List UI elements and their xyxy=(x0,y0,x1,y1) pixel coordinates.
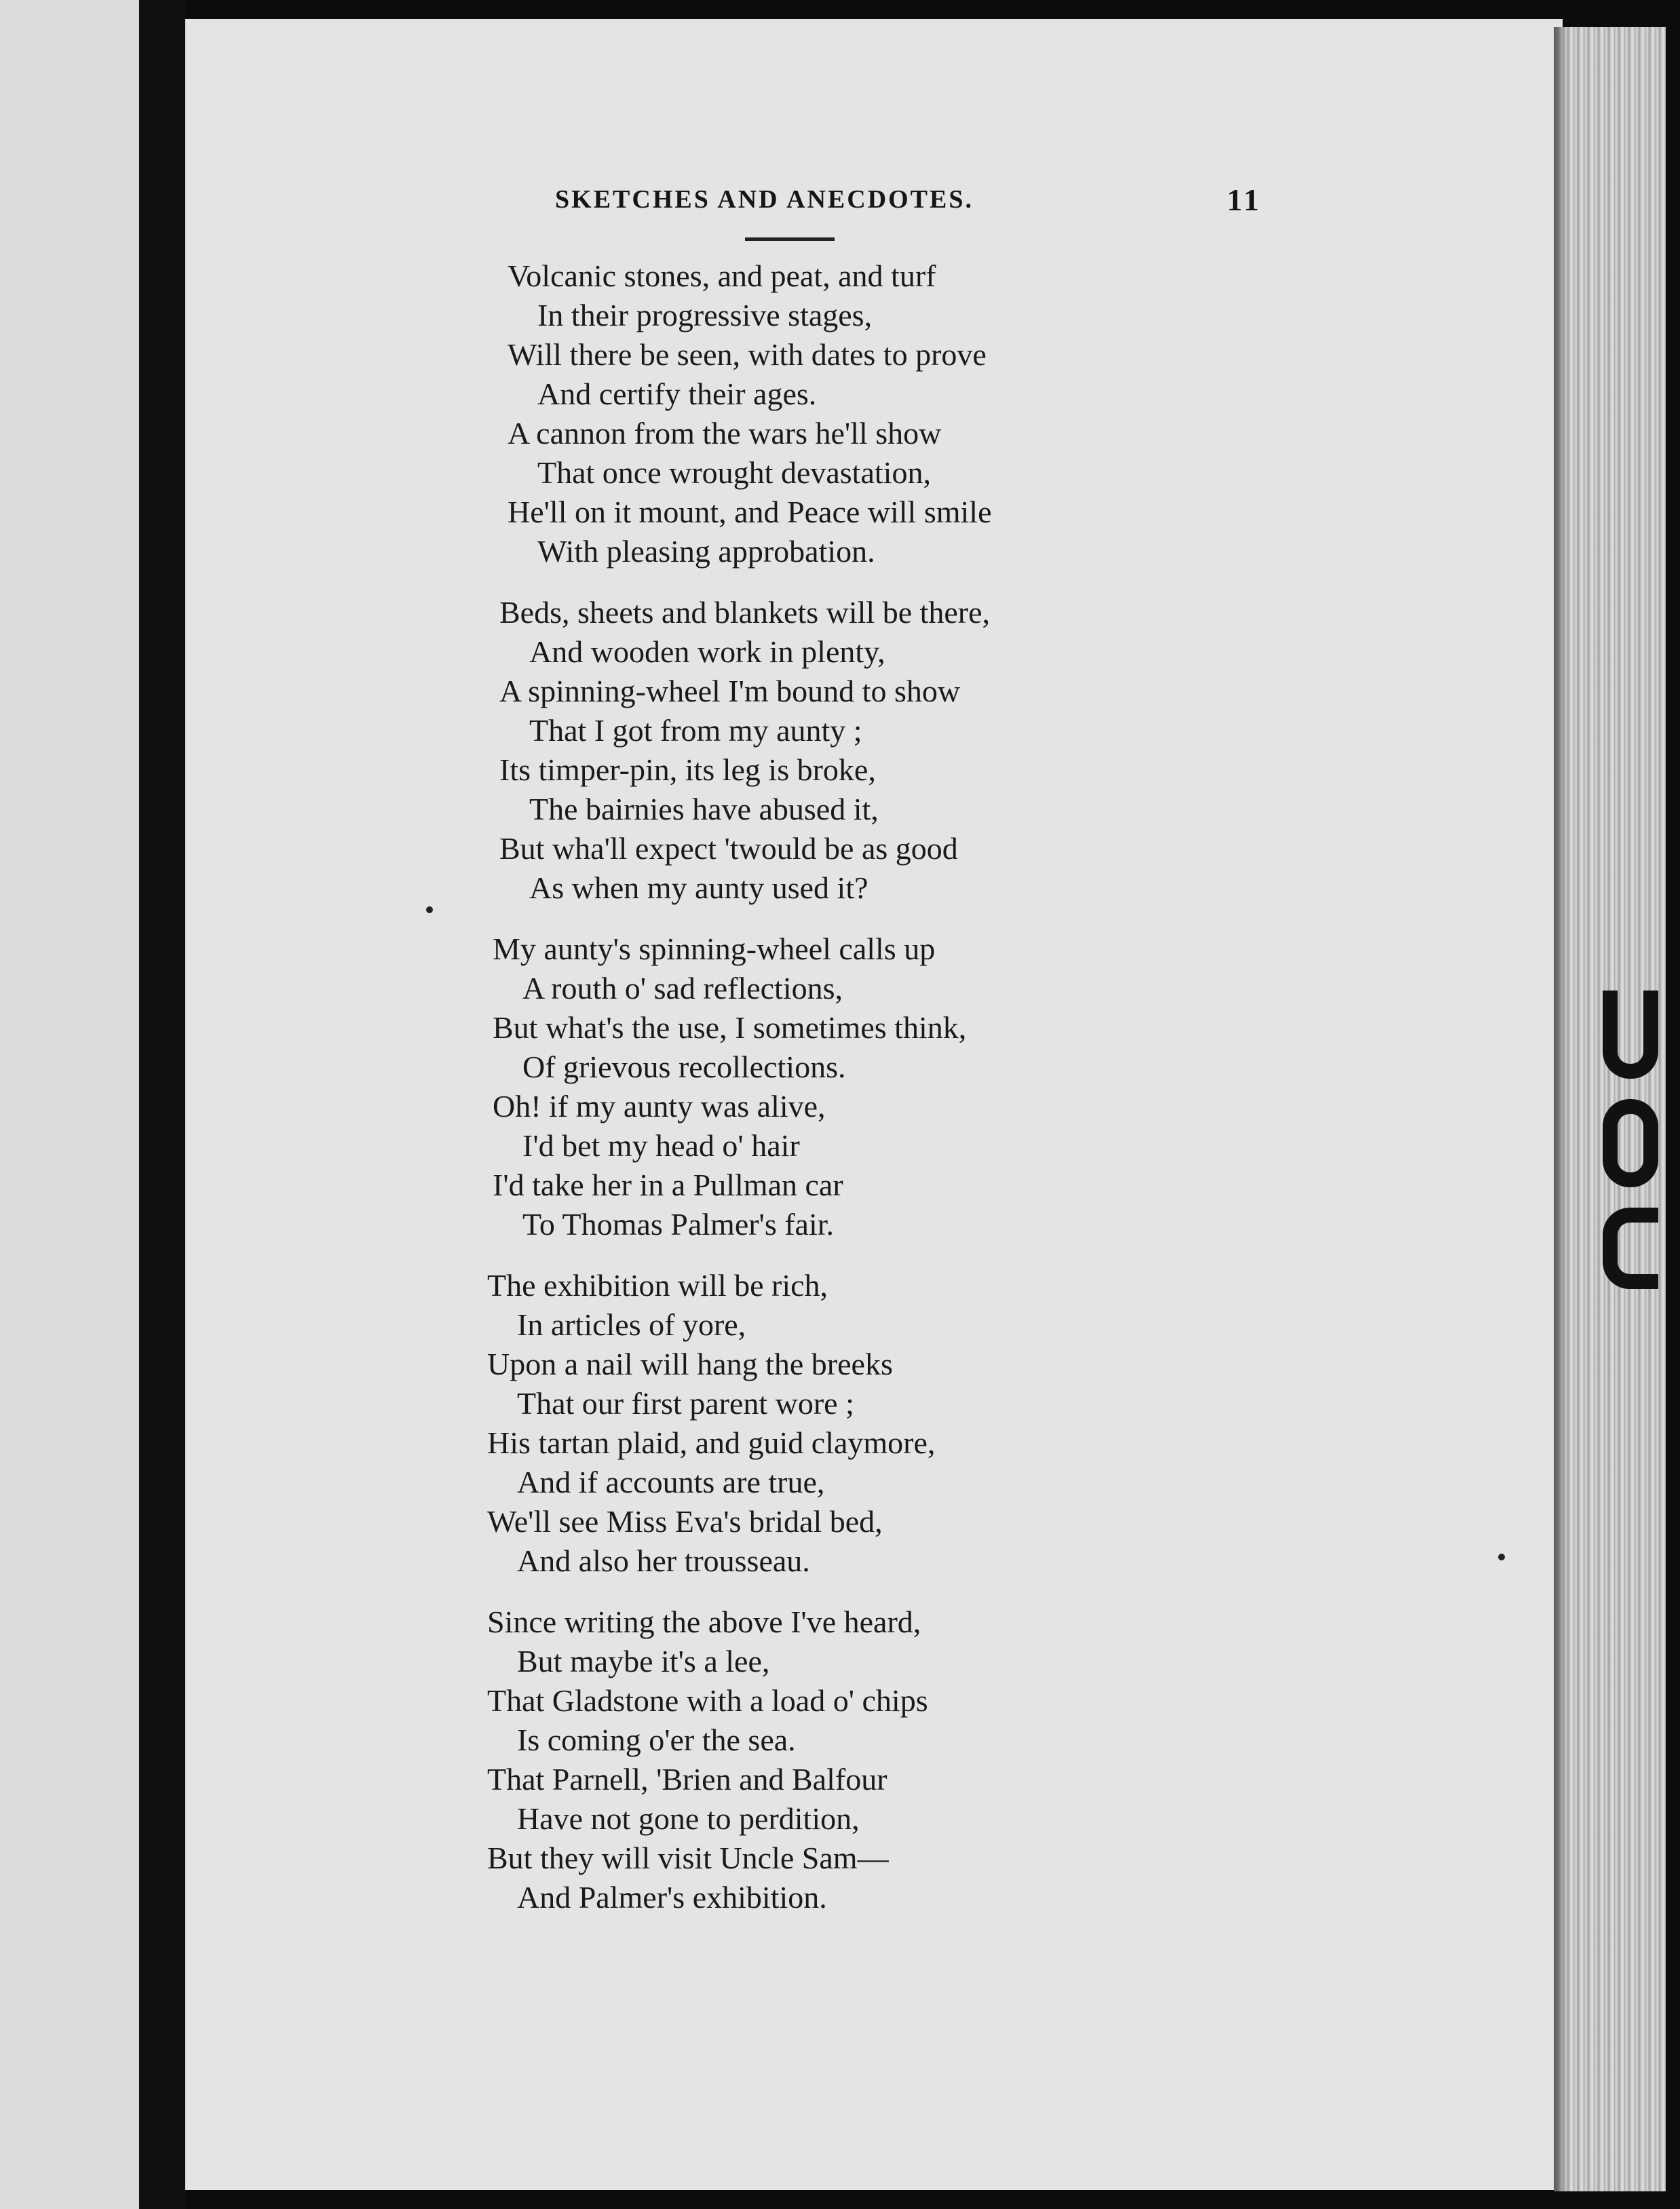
poem-line: And if accounts are true, xyxy=(517,1465,825,1499)
poem-line: In articles of yore, xyxy=(517,1307,746,1342)
running-title: SKETCHES AND ANECDOTES. xyxy=(555,185,974,214)
edge-ink-mark xyxy=(1603,991,1658,1079)
poem-line: A cannon from the wars he'll show xyxy=(508,416,942,450)
poem xyxy=(487,256,1301,1939)
poem-line: That our first parent wore ; xyxy=(517,1386,854,1421)
header-rule xyxy=(745,237,835,241)
poem-line: The exhibition will be rich, xyxy=(487,1268,828,1303)
poem-line: And Palmer's exhibition. xyxy=(517,1880,827,1915)
stanza xyxy=(487,1266,1301,1581)
edge-ink-mark xyxy=(1603,1099,1658,1187)
poem-line: I'd bet my head o' hair xyxy=(522,1128,800,1163)
poem-line: Have not gone to perdition, xyxy=(517,1801,860,1836)
poem-line: To Thomas Palmer's fair. xyxy=(522,1207,835,1242)
poem-line: But what's the use, I sometimes think, xyxy=(493,1010,967,1045)
poem-line: In their progressive stages, xyxy=(537,298,873,332)
poem-line: And certify their ages. xyxy=(537,377,817,411)
poem-line: Beds, sheets and blankets will be there, xyxy=(499,595,991,630)
poem-line: Upon a nail will hang the breeks xyxy=(487,1347,893,1381)
poem-line: But maybe it's a lee, xyxy=(517,1644,770,1678)
poem-line: Will there be seen, with dates to prove xyxy=(508,337,987,372)
poem-line: We'll see Miss Eva's bridal bed, xyxy=(487,1504,883,1539)
poem-line: That I got from my aunty ; xyxy=(529,713,862,748)
poem-line: A spinning-wheel I'm bound to show xyxy=(499,674,961,708)
poem-line: Its timper-pin, its leg is broke, xyxy=(499,752,876,787)
stanza xyxy=(499,593,1301,908)
poem-line: I'd take her in a Pullman car xyxy=(493,1168,843,1202)
stanza xyxy=(508,256,1301,571)
poem-line: The bairnies have abused it, xyxy=(529,792,879,826)
poem-line: That Parnell, 'Brien and Balfour xyxy=(487,1762,887,1797)
poem-line: A routh o' sad reflections, xyxy=(522,971,843,1005)
poem-line: My aunty's spinning-wheel calls up xyxy=(493,931,936,966)
poem-line: Is coming o'er the sea. xyxy=(517,1723,796,1757)
poem-line: And wooden work in plenty, xyxy=(529,634,885,669)
poem-line: Oh! if my aunty was alive, xyxy=(493,1089,826,1123)
poem-line: That once wrought devastation, xyxy=(537,455,931,490)
poem-line: Of grievous recollections. xyxy=(522,1050,846,1084)
page-number: 11 xyxy=(1227,183,1262,217)
poem-line: Since writing the above I've heard, xyxy=(487,1605,921,1639)
book-gutter xyxy=(139,0,185,2209)
poem-line: His tartan plaid, and guid claymore, xyxy=(487,1425,936,1460)
poem-line: He'll on it mount, and Peace will smile xyxy=(508,495,992,529)
poem-line: As when my aunty used it? xyxy=(529,870,868,905)
poem-line: With pleasing approbation. xyxy=(537,534,875,569)
poem-line: But wha'll expect 'twould be as good xyxy=(499,831,958,866)
ink-speck xyxy=(426,906,433,913)
stanza xyxy=(493,929,1301,1244)
poem-line: That Gladstone with a load o' chips xyxy=(487,1683,928,1718)
poem-line: And also her trousseau. xyxy=(517,1543,810,1578)
poem-line: Volcanic stones, and peat, and turf xyxy=(508,258,936,293)
stanza xyxy=(487,1602,1301,1917)
poem-line: But they will visit Uncle Sam— xyxy=(487,1841,889,1875)
previous-page-edge xyxy=(0,0,139,2209)
ink-speck xyxy=(1498,1554,1505,1560)
edge-ink-mark xyxy=(1603,1208,1658,1289)
page-edge-shadow xyxy=(1554,27,1567,2191)
